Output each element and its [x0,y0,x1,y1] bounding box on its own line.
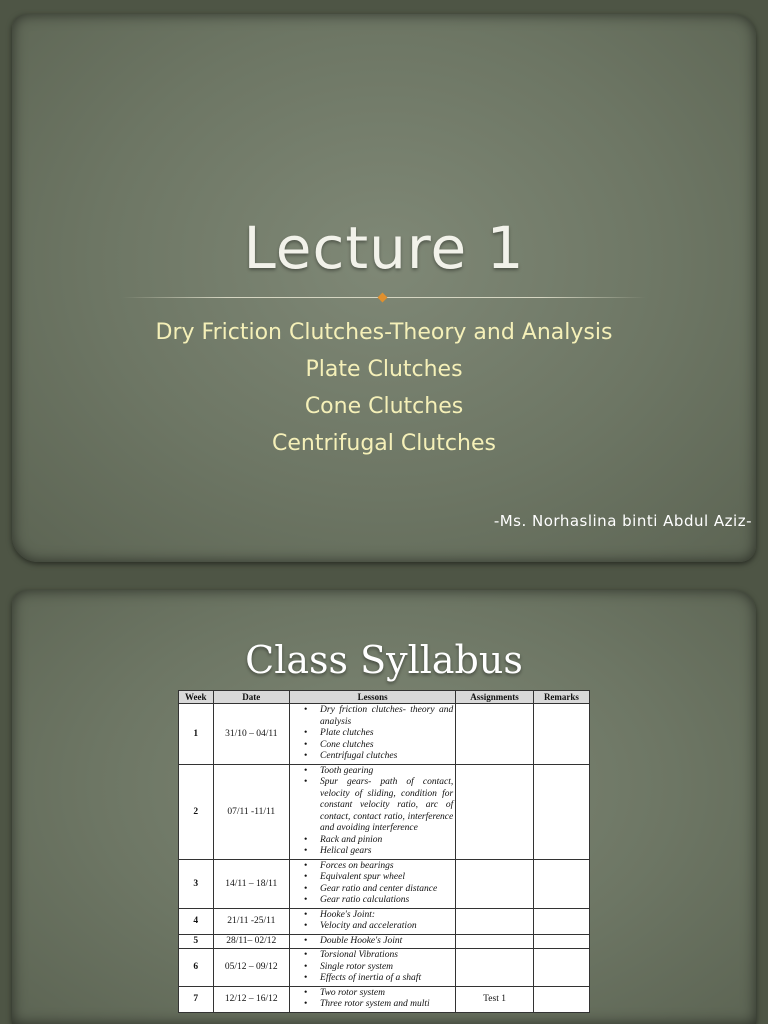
syllabus-slide [12,590,756,1024]
table-header-row [179,691,590,704]
date-cell: 21/11 -25/11 [213,908,289,934]
lesson-item: • Single rotor system [320,962,453,974]
remarks-cell [533,764,589,859]
remarks-cell [533,908,589,934]
assignments-cell [456,949,534,987]
lesson-item: • Three rotor system and multi [320,999,453,1011]
lesson-item: • Hooke's Joint: [320,910,453,922]
date-cell: 07/11 -11/11 [213,764,289,859]
lesson-item: • Plate clutches [320,728,453,740]
remarks-cell [533,986,589,1012]
lesson-list [292,988,453,1011]
lesson-item: • Tooth gearing [320,766,453,778]
lesson-item: • Two rotor system [320,988,453,1000]
assignments-cell [456,934,534,949]
lesson-item: • Forces on bearings [320,861,453,873]
header-remarks: Remarks [533,691,589,704]
subtitle-line: Centrifugal Clutches [272,431,496,456]
week-cell: 5 [179,934,214,949]
header-lessons: Lessons [290,691,456,704]
week-cell: 7 [179,986,214,1012]
date-cell: 28/11– 02/12 [213,934,289,949]
lesson-item: • Gear ratio and center distance [320,884,453,896]
author-name: -Ms. Norhaslina binti Abdul Aziz- [493,512,752,530]
assignments-cell [456,908,534,934]
lesson-item: • Cone clutches [320,740,453,752]
week-cell: 2 [179,764,214,859]
remarks-cell [533,859,589,908]
lesson-item: • Double Hooke's Joint [320,936,453,948]
lesson-item: • Equivalent spur wheel [320,872,453,884]
table-row [179,986,590,1012]
assignments-cell [456,859,534,908]
header-week: Week [179,691,214,704]
lessons-cell [290,949,456,987]
week-cell: 4 [179,908,214,934]
header-date: Date [213,691,289,704]
title-slide [12,14,756,562]
lesson-item: • Centrifugal clutches [320,751,453,763]
syllabus-title: Class Syllabus [245,638,523,682]
lesson-list [292,705,453,763]
lessons-cell [290,859,456,908]
table-row [179,704,590,765]
lesson-item: • Helical gears [320,846,453,858]
lesson-list [292,910,453,933]
date-cell: 14/11 – 18/11 [213,859,289,908]
table-row [179,908,590,934]
date-cell: 05/12 – 09/12 [213,949,289,987]
lesson-item: • Rack and pinion [320,835,453,847]
subtitle-line: Cone Clutches [304,394,464,419]
divider-diamond-icon [378,293,388,303]
remarks-cell [533,949,589,987]
date-cell: 31/10 – 04/11 [213,704,289,765]
week-cell: 1 [179,704,214,765]
assignments-cell [456,704,534,765]
syllabus-table [178,690,590,1013]
remarks-cell [533,704,589,765]
week-cell: 6 [179,949,214,987]
lesson-list [292,950,453,985]
syllabus-body [179,704,590,1013]
lesson-list [292,766,453,858]
lessons-cell [290,934,456,949]
lessons-cell [290,764,456,859]
lessons-cell [290,704,456,765]
table-row [179,859,590,908]
lesson-list [292,861,453,907]
lesson-list [292,936,453,948]
lecture-title: Lecture 1 [243,214,525,282]
subtitle-list [12,314,756,462]
assignments-cell [456,764,534,859]
assignments-cell: Test 1 [456,986,534,1012]
table-row [179,764,590,859]
lesson-item: • Velocity and acceleration [320,921,453,933]
week-cell: 3 [179,859,214,908]
table-row [179,949,590,987]
remarks-cell [533,934,589,949]
date-cell: 12/12 – 16/12 [213,986,289,1012]
subtitle-line: Plate Clutches [305,357,463,382]
lesson-item: • Gear ratio calculations [320,895,453,907]
lesson-item: • Dry friction clutches- theory and analysis [320,705,453,728]
lessons-cell [290,908,456,934]
lesson-item: • Spur gears- path of contact, velocity of sliding, condition for constant velocity ratio, arc of contact, contact ratio, interference and avoiding interference [320,777,453,835]
subtitle-line: Dry Friction Clutches-Theory and Analysis [155,320,613,345]
lesson-item: • Effects of inertia of a shaft [320,973,453,985]
lessons-cell [290,986,456,1012]
lesson-item: • Torsional Vibrations [320,950,453,962]
table-row [179,934,590,949]
header-assignments: Assignments [456,691,534,704]
